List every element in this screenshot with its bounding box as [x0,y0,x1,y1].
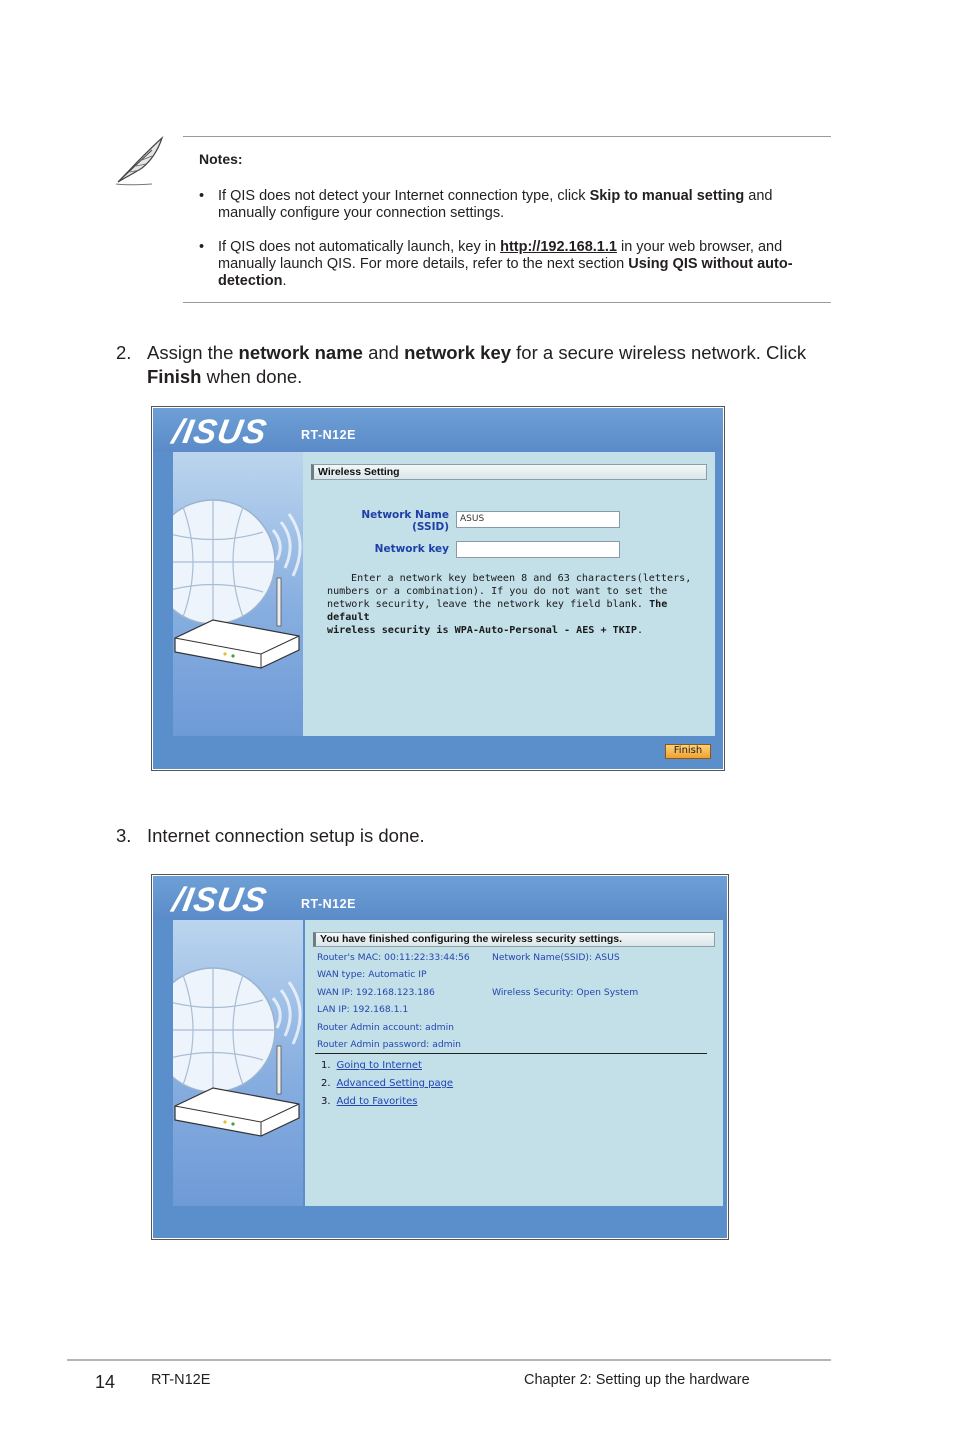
bullet: • [199,188,205,204]
lan-ip: LAN IP: 192.168.1.1 [317,1004,409,1015]
step-2: 2. Assign the network name and network key for a secure wireless network. Click Finish when done. [116,342,807,387]
notes-title: Notes: [199,151,243,167]
notes-top-rule [183,136,831,137]
add-to-favorites-link[interactable]: Add to Favorites [336,1096,418,1107]
going-to-internet-link[interactable]: Going to Internet [336,1060,422,1071]
footer-chapter: Chapter 2: Setting up the hardware [524,1372,750,1388]
network-key-input[interactable] [456,541,620,558]
admin-account: Router Admin account: admin [317,1022,454,1033]
bullet: • [199,239,205,255]
network-key-label: Network key [374,543,449,555]
qis-url-link[interactable]: http://192.168.1.1 [500,239,617,255]
admin-password: Router Admin password: admin [317,1039,461,1050]
wireless-security: Wireless Security: Open System [492,987,639,998]
list-item: 1. Going to Internet [321,1060,422,1071]
network-key-help-text: Enter a network key between 8 and 63 characters(letters, numbers or a combination). If you do not want to set the network security, leave the network key field blank. The default wireless security is WPA-Auto-Personal - AES + TKIP. [327,573,692,636]
setup-summary-panel [305,920,723,1206]
asus-logo: /ISUS [169,413,271,451]
section-title: You have finished configuring the wireless security settings. [313,932,715,947]
notes-bottom-rule [183,302,831,303]
footer-rule [67,1359,831,1361]
footer-model: RT-N12E [151,1372,211,1388]
router-model: RT-N12E [301,428,356,442]
page-number: 14 [95,1372,116,1392]
list-item: 2. Advanced Setting page [321,1078,454,1089]
divider [315,1053,707,1054]
router-header [153,408,723,452]
wireless-setting-screenshot [151,406,725,771]
router-globe-icon [173,452,303,736]
network-ssid: Network Name(SSID): ASUS [492,952,620,963]
section-title: Wireless Setting [311,464,707,480]
note-item: • If QIS does not detect your Internet connection type, click Skip to manual setting and manually configure your connection settings. [199,188,773,221]
asus-logo: /ISUS [169,881,271,919]
network-name-label: Network Name (SSID) [361,509,449,533]
network-name-input[interactable]: ASUS [456,511,620,528]
router-footer-bar [173,736,715,769]
router-header [153,876,727,920]
router-globe-icon [173,920,303,1206]
advanced-setting-link[interactable]: Advanced Setting page [336,1078,454,1089]
wan-ip: WAN IP: 192.168.123.186 [317,987,435,998]
router-footer-bar [173,1206,723,1238]
router-illustration-panel [173,452,303,736]
wan-type: WAN type: Automatic IP [317,969,427,980]
list-item: 3. Add to Favorites [321,1096,418,1107]
setup-complete-screenshot [151,874,729,1240]
feather-pen-icon [112,134,168,186]
router-mac: Router's MAC: 00:11:22:33:44:56 [317,952,470,963]
router-model: RT-N12E [301,897,356,911]
finish-button[interactable]: Finish [665,744,711,759]
router-illustration-panel [173,920,303,1206]
step-3: 3. Internet connection setup is done. [116,825,425,846]
wireless-setting-panel [303,452,715,736]
note-item: • If QIS does not automatically launch, key in http://192.168.1.1 in your web browser, and manually launch QIS. For more details, refer to the next section Using QIS without auto-detection. [199,239,793,289]
